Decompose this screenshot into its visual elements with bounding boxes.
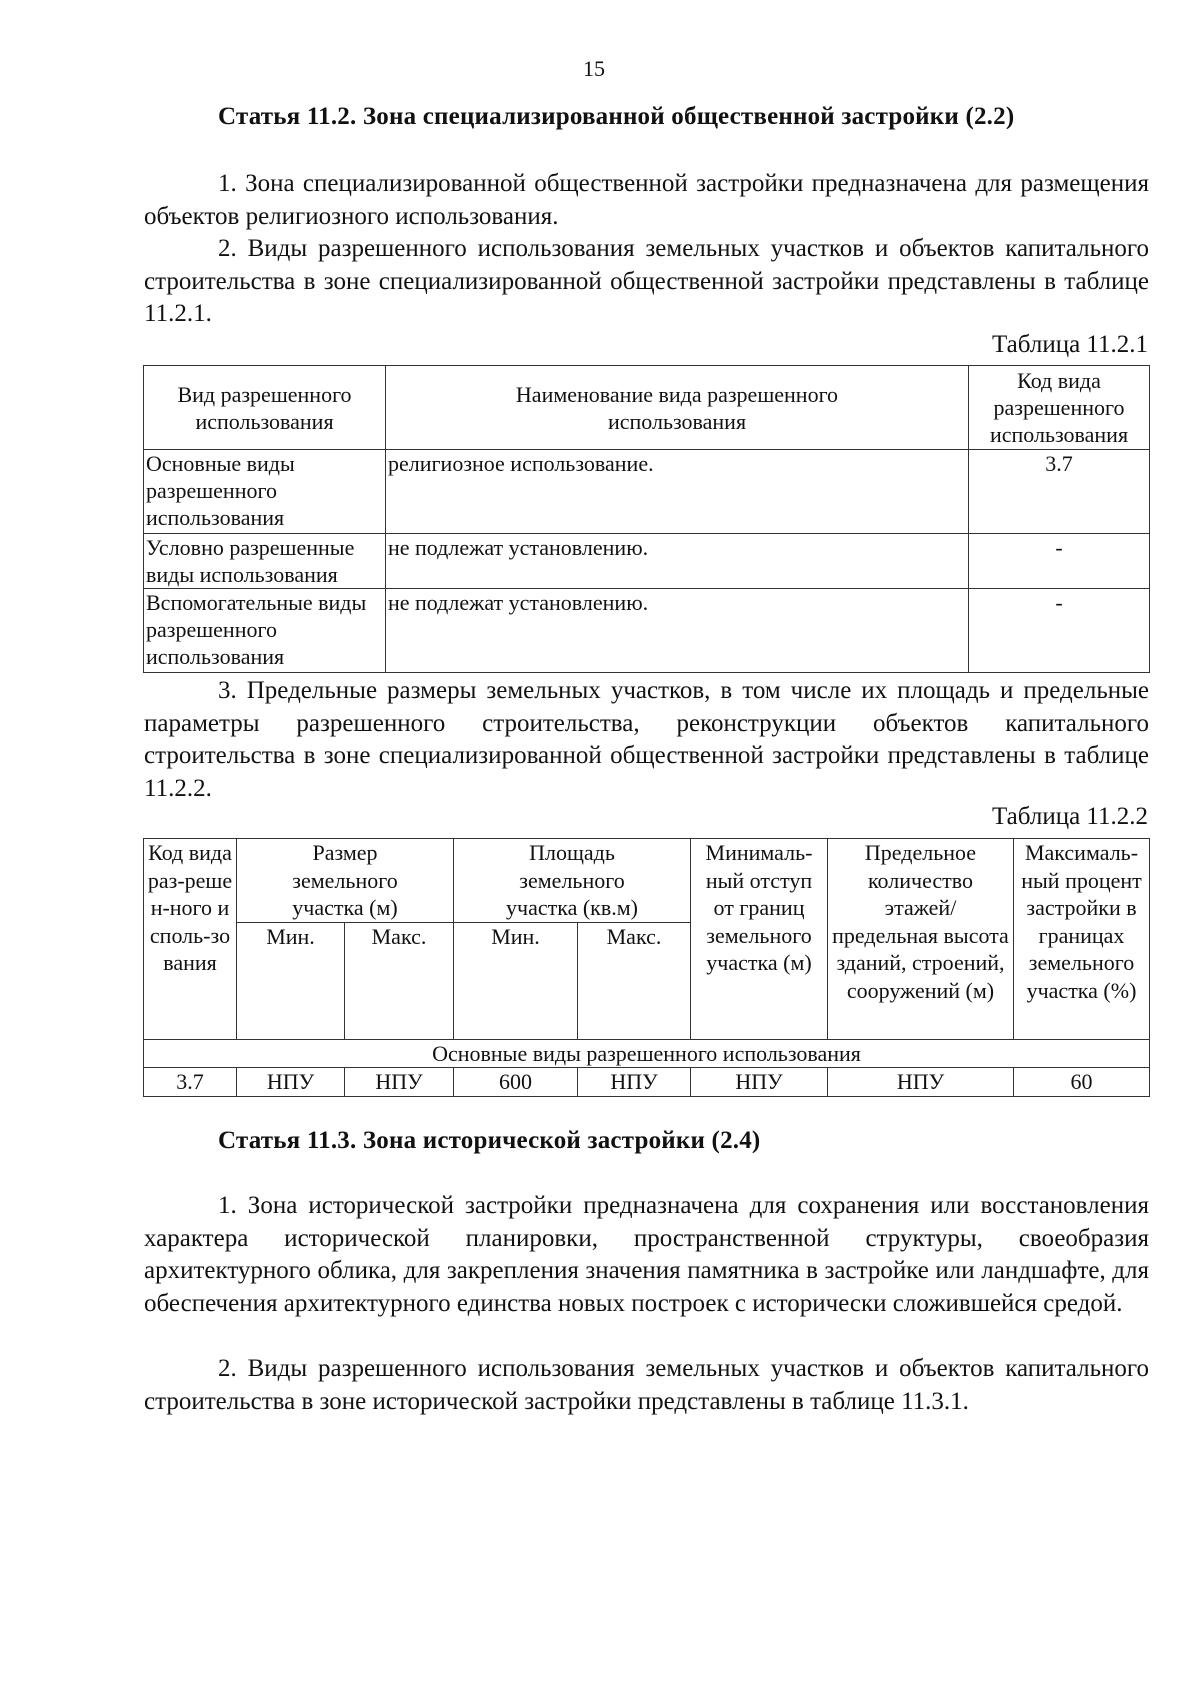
article-11-3-paragraph-1: 1. Зона исторической застройки предназначена для сохранения или восстановления характера исторической планировки, пространственной структуры, своеобразия архитектурного облика, для закрепления значения памятника в застройке или ландшафте, для обеспечения архитектурного единства новых построек с исторически сложившейся средой. (144, 1192, 1149, 1317)
table-header-cell: Мин. (454, 922, 578, 1039)
table-row (144, 1068, 1150, 1097)
table-row (144, 534, 1150, 589)
table-header-cell: Наименование вида разрешенного использования (386, 366, 969, 450)
table-cell: религиозное использование. (386, 450, 969, 534)
table-cell: НПУ (237, 1068, 345, 1097)
table-11-2-1 (143, 365, 1150, 673)
article-11-2-heading: Статья 11.2. Зона специализированной общественной застройки (2.2) (218, 103, 1015, 130)
table-row (144, 589, 1150, 673)
article-11-2-paragraph-3: 3. Предельные размеры земельных участков, в том числе их площадь и предельные параметры разрешенного строительства, реконструкции объектов капитального строительства в зоне специализированной общественной застройки представлены в таблице 11.2.2. (144, 677, 1149, 802)
table-11-2-1-caption: Таблица 11.2.1 (992, 331, 1148, 358)
table-header-cell: Площадь земельного участка (кв.м) (454, 839, 691, 923)
table-section-cell: Основные виды разрешенного использования (144, 1039, 1150, 1068)
table-cell: 60 (1014, 1068, 1150, 1097)
table-cell: НПУ (578, 1068, 691, 1097)
table-cell: 600 (454, 1068, 578, 1097)
table-section-row (144, 1039, 1150, 1068)
table-header-cell: Макс. (345, 922, 454, 1039)
page-number: 15 (583, 56, 605, 81)
table-cell: 3.7 (969, 450, 1150, 534)
table-row (144, 450, 1150, 534)
article-11-2-paragraph-2: 2. Виды разрешенного использования земельных участков и объектов капитального строительства в зоне специализированной общественной застройки представлены в таблице 11.2.1. (144, 235, 1149, 327)
table-header-cell: Размер земельного участка (м) (237, 839, 454, 923)
table-cell: - (969, 589, 1150, 673)
table-header-cell: Предельное количество этажей/ предельная высота зданий, строений, сооружений (м) (828, 839, 1014, 1040)
table-cell: Вспомогательные виды разрешенного использования (144, 589, 386, 673)
table-cell: не подлежат установлению. (386, 589, 969, 673)
table-header-cell: Код вида раз-решен-ного исполь-зования (144, 839, 237, 1040)
table-header-row (144, 839, 1150, 923)
table-cell: - (969, 534, 1150, 589)
table-cell: Основные виды разрешенного использования (144, 450, 386, 534)
table-header-cell: Код вида разрешенного использования (969, 366, 1150, 450)
table-header-cell: Вид разрешенного использования (144, 366, 386, 450)
table-cell: Условно разрешенные виды использования (144, 534, 386, 589)
table-cell: НПУ (828, 1068, 1014, 1097)
table-header-cell: Максималь-ный процент застройки в границах земельного участка (%) (1014, 839, 1150, 1040)
table-cell: НПУ (345, 1068, 454, 1097)
table-header-cell: Минималь-ный отступ от границ земельного участка (м) (691, 839, 828, 1040)
article-11-2-paragraph-1: 1. Зона специализированной общественной застройки предназначена для размещения объектов религиозного использования. (144, 170, 1149, 230)
table-cell: 3.7 (144, 1068, 237, 1097)
table-header-cell: Мин. (237, 922, 345, 1039)
table-11-2-2 (143, 838, 1150, 1097)
table-header-row (144, 366, 1150, 450)
table-cell: НПУ (691, 1068, 828, 1097)
article-11-3-paragraph-2: 2. Виды разрешенного использования земельных участков и объектов капитального строительства в зоне исторической застройки представлены в таблице 11.3.1. (144, 1355, 1149, 1415)
table-header-cell: Макс. (578, 922, 691, 1039)
table-11-2-2-caption: Таблица 11.2.2 (992, 803, 1148, 830)
article-11-3-heading: Статья 11.3. Зона исторической застройки (2.4) (218, 1127, 761, 1154)
table-cell: не подлежат установлению. (386, 534, 969, 589)
